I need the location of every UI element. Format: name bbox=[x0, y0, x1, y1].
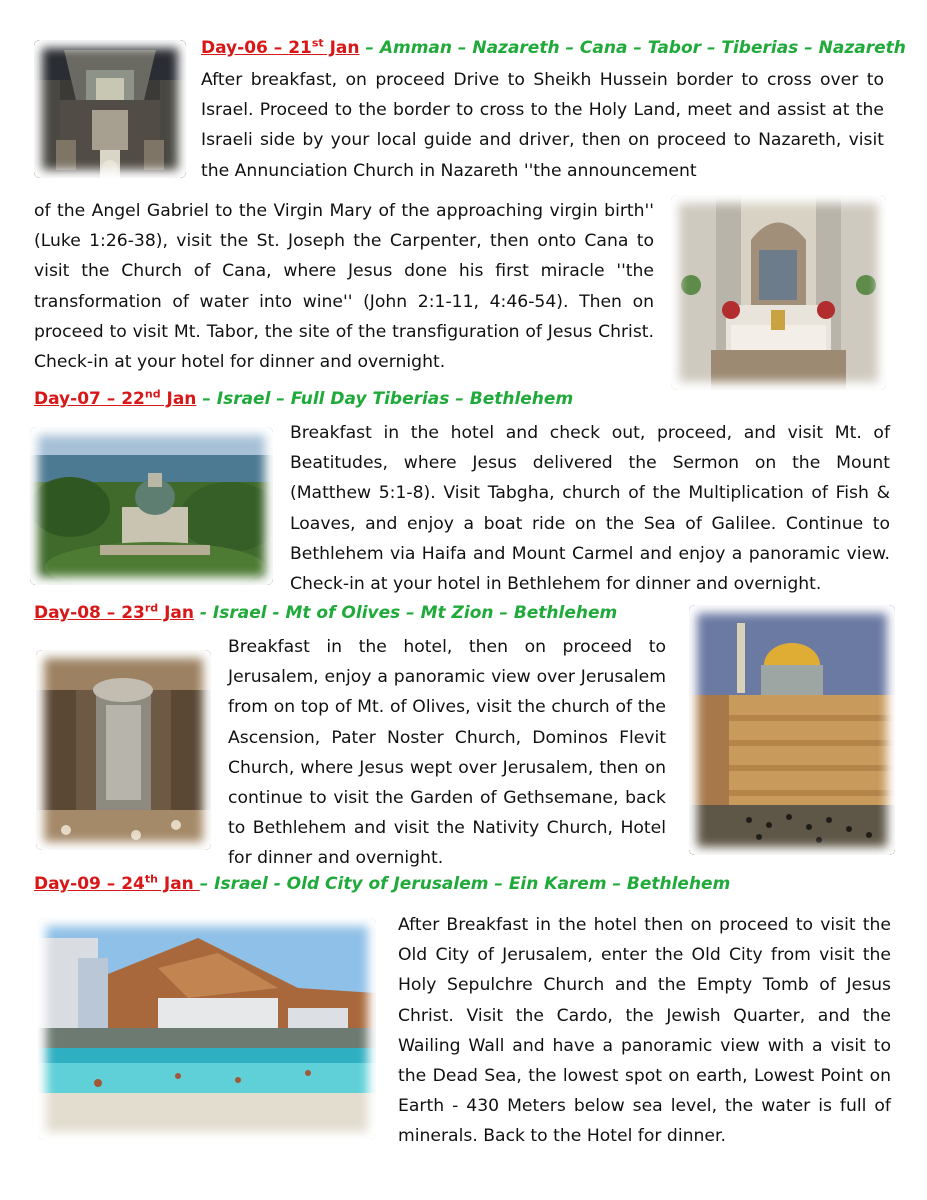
day-09-date-label: Day-09 – 24th Jan bbox=[34, 872, 200, 894]
day-07-date-label: Day-07 – 22nd Jan bbox=[34, 387, 197, 409]
day-08-paragraph: Breakfast in the hotel, then on proceed to Jerusalem, enjoy a panoramic view over Jerusalem from on top of Mt. of Olives, visit the church of the Ascension, Pater Noster Church, Dominos Flevit Church, where Jesus wept over Jerusalem, then on continue to visit the Garden of Gethsemane, back to Bethlehem and visit the Nativity Church, Hotel for dinner and overnight. bbox=[228, 637, 666, 869]
day-06-paragraph-bottom: of the Angel Gabriel to the Virgin Mary of the approaching virgin birth'' (Luke 1:26-38), visit the St. Joseph the Carpenter, then onto Cana to visit the Church of Cana, where Jesus done his first miracle ''the transformation of water into wine'' (John 2:1-11, 4:46-54). Then on proceed to visit Mt. Tabor, the site of the transfiguration of Jesus Christ. Check-in at your hotel for dinner and overnight. bbox=[34, 201, 654, 373]
dead-sea-beach-photo bbox=[38, 918, 376, 1140]
day-07-route: – Israel – Full Day Tiberias – Bethlehem bbox=[196, 389, 574, 409]
day-09-heading bbox=[34, 869, 730, 899]
mount-of-beatitudes-photo bbox=[30, 427, 273, 585]
holy-sepulchre-photo bbox=[36, 650, 211, 850]
day-07-paragraph: Breakfast in the hotel and check out, proceed, and visit Mt. of Beatitudes, where Jesus delivered the Sermon on the Mount (Matthew 5:1-8). Visit Tabgha, church of the Multiplication of Fish & Loaves, and enjoy a boat ride on the Sea of Galilee. Continue to Bethlehem via Haifa and Mount Carmel and enjoy a panoramic view. Check-in at your hotel in Bethlehem for dinner and overnight. bbox=[290, 423, 890, 595]
day-09-paragraph: After Breakfast in the hotel then on proceed to visit the Old City of Jerusalem, enter the Old City from visit the Holy Sepulchre Church and the Empty Tomb of Jesus Christ. Visit the Cardo, the Jewish Quarter, and the Wailing Wall and have a panoramic view with a visit to the Dead Sea, the lowest spot on earth, Lowest Point on Earth - 430 Meters below sea level, the water is full of minerals. Back to the Hotel for dinner. bbox=[398, 915, 891, 1147]
western-wall-dome-photo bbox=[689, 605, 895, 855]
day-06-heading bbox=[201, 33, 906, 63]
day-06-date-label: Day-06 – 21st Jan bbox=[201, 36, 360, 58]
day-07-heading bbox=[34, 384, 573, 414]
day-06-paragraph-top: After breakfast, on proceed Drive to Sheikh Hussein border to cross over to Israel. Proceed to the border to cross to the Holy Land, meet and assist at the Israeli side by your local guide and driver, then on proceed to Nazareth, visit the Annunciation Church in Nazareth ''the announcement bbox=[201, 70, 884, 181]
day-09-route: – Israel - Old City of Jerusalem – Ein Karem – Bethlehem bbox=[199, 874, 731, 894]
church-interior-photo bbox=[671, 195, 886, 390]
day-06-route: – Amman – Nazareth – Cana – Tabor – Tiberias – Nazareth bbox=[359, 38, 906, 58]
day-08-heading bbox=[34, 598, 617, 628]
day-08-date-label: Day-08 – 23rd Jan bbox=[34, 601, 195, 623]
annunciation-church-photo bbox=[34, 40, 186, 178]
day-08-route: - Israel - Mt of Olives – Mt Zion – Bethlehem bbox=[194, 603, 618, 623]
